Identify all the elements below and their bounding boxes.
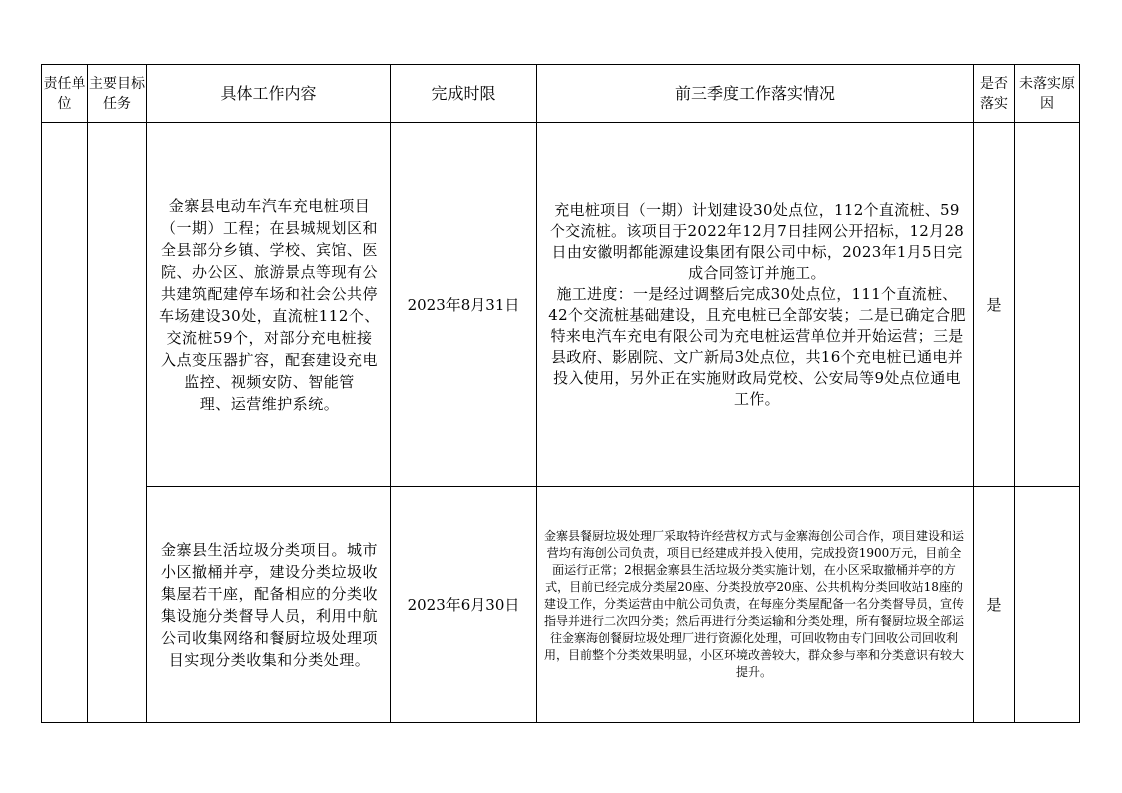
table-header-row xyxy=(42,65,1080,123)
progress-cell xyxy=(537,123,974,487)
deadline-cell: 2023年8月31日 xyxy=(391,123,537,487)
work-content-cell: 金寨县生活垃圾分类项目。城市小区撤桶并亭，建设分类垃圾收集屋若干座，配备相应的分类收集设施分类督导人员，利用中航公司收集网络和餐厨垃圾处理项目实现分类收集和分类处理。 xyxy=(147,487,391,723)
header-deadline: 完成时限 xyxy=(391,65,537,123)
deadline-cell: 2023年6月30日 xyxy=(391,487,537,723)
header-implemented: 是否落实 xyxy=(974,65,1015,123)
work-report-table xyxy=(41,64,1080,723)
main-task-cell xyxy=(88,123,147,723)
progress-cell: 金寨县餐厨垃圾处理厂采取特许经营权方式与金寨海创公司合作，项目建设和运营均有海创公司负责，项目已经建成并投入使用，完成投资1900万元，目前全面运行正常；2根据金寨县生活垃圾分类实施计划，在小区采取撤桶并亭的方式，目前已经完成分类屋20座、分类投放亭20座、公共机构分类回收站18座的建设工作，分类运营由中航公司负责，在每座分类屋配备一名分类督导员，宣传指导并进行二次四分类；然后再进行分类运输和分类处理，所有餐厨垃圾全部运往金寨海创餐厨垃圾处理厂进行资源化处理，可回收物由专门回收公司回收利用，目前整个分类效果明显，小区环境改善较大，群众参与率和分类意识有较大提升。 xyxy=(537,487,974,723)
header-responsible-unit: 责任单位 xyxy=(42,65,88,123)
progress-paragraph: 充电桩项目（一期）计划建设30处点位，112个直流桩、59个交流桩。该项目于2022年12月7日挂网公开招标，12月28日由安徽明都能源建设集团有限公司中标，2023年1月5日完成合同签订并施工。 xyxy=(549,200,965,282)
reason-cell xyxy=(1015,123,1080,487)
implemented-cell: 是 xyxy=(974,123,1015,487)
progress-paragraph: 施工进度：一是经过调整后完成30处点位，111个直流桩、42个交流桩基础建设，且充电桩已全部安装；二是已确定合肥特来电汽车充电有限公司为充电桩运营单位并开始运营；三是县政府、影剧院、文广新局3处点位，共16个充电桩已通电并投入使用，另外正在实施财政局党校、公安局等9处点位通电工作。 xyxy=(548,284,966,408)
header-main-task: 主要目标任务 xyxy=(88,65,147,123)
work-content-cell xyxy=(147,123,391,487)
header-work-content: 具体工作内容 xyxy=(147,65,391,123)
table-row xyxy=(42,487,1080,723)
responsible-unit-cell xyxy=(42,123,88,723)
table-row xyxy=(42,123,1080,487)
work-content-text-end: 理、运营维护系统。 xyxy=(199,394,340,413)
header-reason: 未落实原因 xyxy=(1015,65,1080,123)
header-progress: 前三季度工作落实情况 xyxy=(537,65,974,123)
implemented-cell: 是 xyxy=(974,487,1015,723)
work-content-text: 金寨县电动车汽车充电桩项目（一期）工程；在县城规划区和全县部分乡镇、学校、宾馆、医院、办公区、旅游景点等现有公共建筑配建停车场和社会公共停车场建设30处，直流桩112个、交流桩59个，对部分充电桩接入点变压器扩容，配套建设充电监控、视频安防、智能管 xyxy=(159,196,380,391)
reason-cell xyxy=(1015,487,1080,723)
